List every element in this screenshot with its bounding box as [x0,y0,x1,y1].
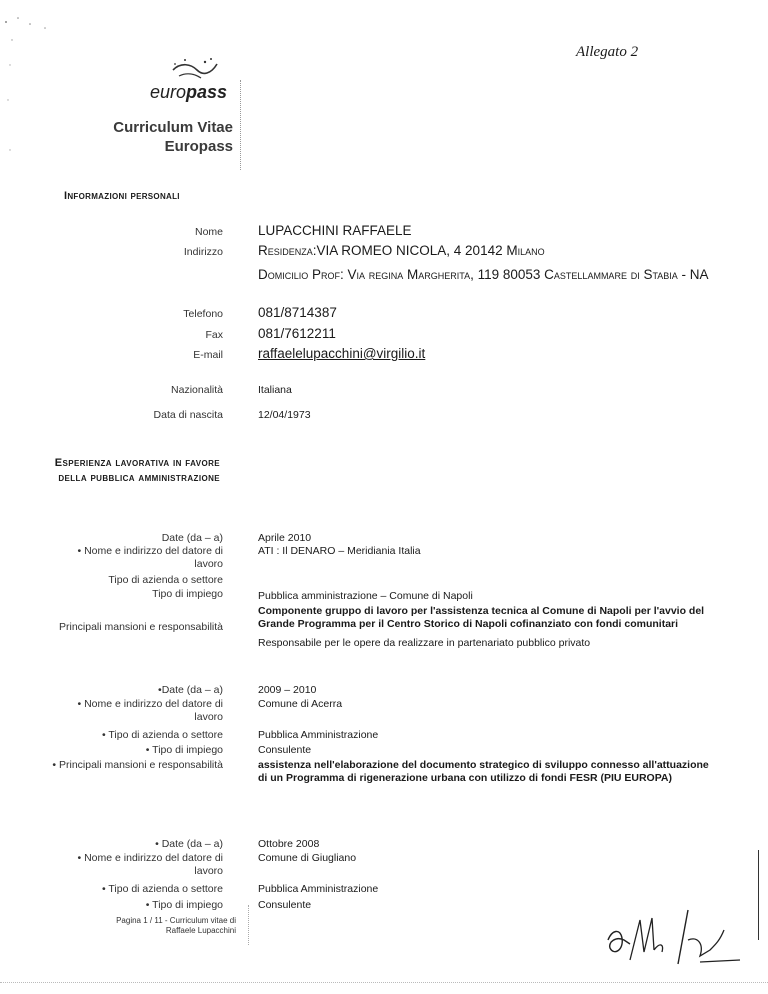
label-nascita: Data di nascita [153,409,223,421]
scan-edge [758,850,759,940]
entry2-azienda: Pubblica Amministrazione [258,729,379,741]
entry1-label-impiego: Tipo di impiego [152,588,223,600]
entry3-impiego: Consulente [258,899,312,911]
page-footer [116,916,236,936]
scan-bottom-line [0,982,768,983]
value-email-link[interactable]: raffaelelupacchini@virgilio.it [258,346,426,361]
entry1-label-date: Date (da – a) [161,532,223,544]
entry2-label-impiego: • Tipo di impiego [145,744,223,756]
entry3-label-date: • Date (da – a) [155,838,223,850]
entry1-label-datore: • Nome e indirizzo del datore di lavoro [77,545,223,570]
entry2-date: 2009 – 2010 [258,684,317,696]
value-nome: LUPACCHINI RAFFAELE [258,223,412,238]
label-fax: Fax [205,329,223,341]
section-experience-title: Esperienza lavorativa in favore della pubblica amministrazione [54,457,220,484]
entry2-datore: Comune di Acerra [258,698,343,710]
europass-logo-icon [165,56,225,84]
label-nazionalita: Nazionalità [171,384,223,396]
entry1-datore: ATI : Il DENARO – Meridiania Italia [258,545,421,557]
europass-logo-text: europass [150,82,228,102]
entry1-date: Aprile 2010 [258,532,312,544]
entry2-label-date: •Date (da – a) [158,684,223,696]
value-domicilio: Domicilio Prof: Via regina Margherita, 119 80053 Castellammare di Stabia - NA [258,267,709,282]
entry1-azienda: Pubblica amministrazione – Comune di Napoli [258,590,473,602]
cv-title-line1: Curriculum Vitae [113,119,233,136]
footer-divider [248,905,249,945]
entry1-mansioni: Responsabile per le opere da realizzare in partenariato pubblico privato [258,637,591,649]
scan-noise [0,0,60,200]
cv-title-line2: Europass [164,138,233,155]
entry1-label-mansioni: Principali mansioni e responsabilità [58,621,223,633]
entry3-label-impiego: • Tipo di impiego [145,899,223,911]
entry3-label-datore: • Nome e indirizzo del datore di lavoro [77,852,223,877]
label-email: E-mail [193,349,223,361]
footer-line1: Pagina 1 / 11 - Curriculum vitae di [116,916,236,925]
entry3-azienda: Pubblica Amministrazione [258,883,379,895]
entry2-label-mansioni: • Principali mansioni e responsabilità [52,759,223,771]
cv-title [113,118,233,156]
entry2-label-azienda: • Tipo di azienda o settore [101,729,223,741]
entry2-impiego: Consulente [258,744,312,756]
entry3-date: Ottobre 2008 [258,838,320,850]
entry3-datore: Comune di Giugliano [258,852,357,864]
value-fax: 081/7612211 [258,326,336,341]
header-divider [240,80,241,170]
value-residenza: Residenza:VIA ROMEO NICOLA, 4 20142 Milano [258,243,545,258]
label-indirizzo: Indirizzo [183,246,223,258]
entry3-label-azienda: • Tipo di azienda o settore [101,883,223,895]
entry1-impiego: Componente gruppo di lavoro per l'assistenza tecnica al Comune di Napoli per l'avvio del Grande Programma per il Centro Storico di Napoli cofinanziato con fondi comunitari [258,605,705,630]
label-telefono: Telefono [183,308,223,320]
section-personal-title: Informazioni personali [64,190,180,202]
entry2-label-datore: • Nome e indirizzo del datore di lavoro [77,698,223,723]
value-telefono: 081/8714387 [258,305,337,320]
label-nome: Nome [194,226,223,238]
value-nazionalita: Italiana [258,384,292,396]
value-nascita: 12/04/1973 [258,409,311,421]
footer-line2: Raffaele Lupacchini [165,926,236,935]
allegato-label: Allegato 2 [576,44,639,60]
entry2-mansioni: assistenza nell'elaborazione del documento strategico di sviluppo connesso all'attuazione di un Programma di rigenerazione urbana con utilizzo di fondi FESR (PIU EUROPA) [258,759,709,784]
entry1-label-azienda: Tipo di azienda o settore [108,574,223,586]
signature-drawing [600,900,750,980]
